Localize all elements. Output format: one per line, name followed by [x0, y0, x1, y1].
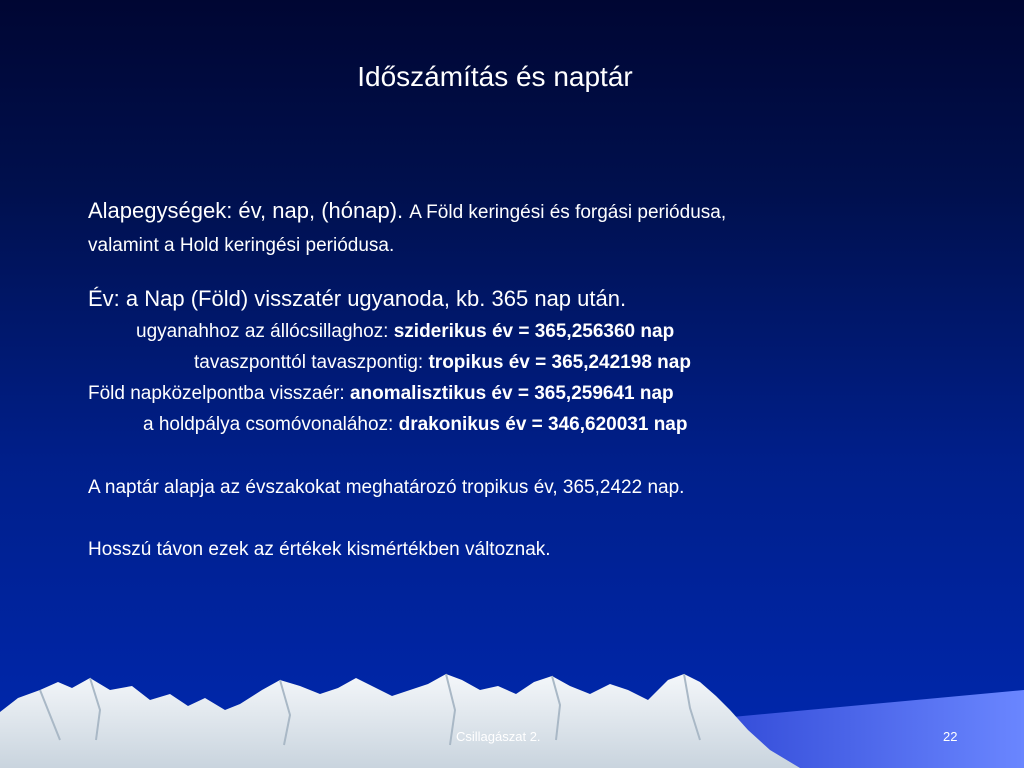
paragraph-units: [88, 194, 968, 230]
slide-title: Időszámítás és naptár: [357, 61, 633, 92]
year-row-value: tropikus év = 365,242198 nap: [428, 352, 691, 373]
units-rest: A Föld keringési és forgási periódusa,: [409, 202, 727, 223]
mountain-landscape: [0, 660, 1024, 768]
slide-body: [88, 194, 968, 566]
year-row-label: a holdpálya csomóvonalához:: [143, 414, 399, 435]
year-row-value: drakonikus év = 346,620031 nap: [398, 414, 688, 435]
long-term-note: Hosszú távon ezek az értékek kismértékben változnak.: [88, 539, 551, 560]
year-row-draconic: [88, 409, 968, 440]
units-lead: Alapegységek: év, nap, (hónap).: [88, 198, 404, 223]
calendar-basis: A naptár alapja az évszakokat meghatározó tropikus év, 365,2422 nap.: [88, 477, 685, 498]
year-row-value: anomalisztikus év = 365,259641 nap: [349, 383, 674, 404]
units-line2: valamint a Hold keringési periódusa.: [88, 235, 395, 256]
year-row-label: tavaszponttól tavaszpontig:: [194, 352, 429, 373]
snow-mountains: [0, 674, 800, 768]
year-heading: Év: a Nap (Föld) visszatér ugyanoda, kb. 365 nap után.: [88, 286, 627, 311]
year-row-anomalistic: [88, 378, 968, 409]
year-row-label: ugyanahhoz az állócsillaghoz:: [136, 321, 394, 342]
footer-course-title: Csillagászat 2.: [456, 729, 541, 744]
year-row-sidereal: [88, 316, 968, 347]
year-row-value: sziderikus év = 365,256360 nap: [393, 321, 675, 342]
footer-page-number: 22: [943, 729, 958, 744]
year-row-tropical: [88, 347, 968, 378]
year-row-label: Föld napközelpontba visszaér:: [88, 383, 350, 404]
